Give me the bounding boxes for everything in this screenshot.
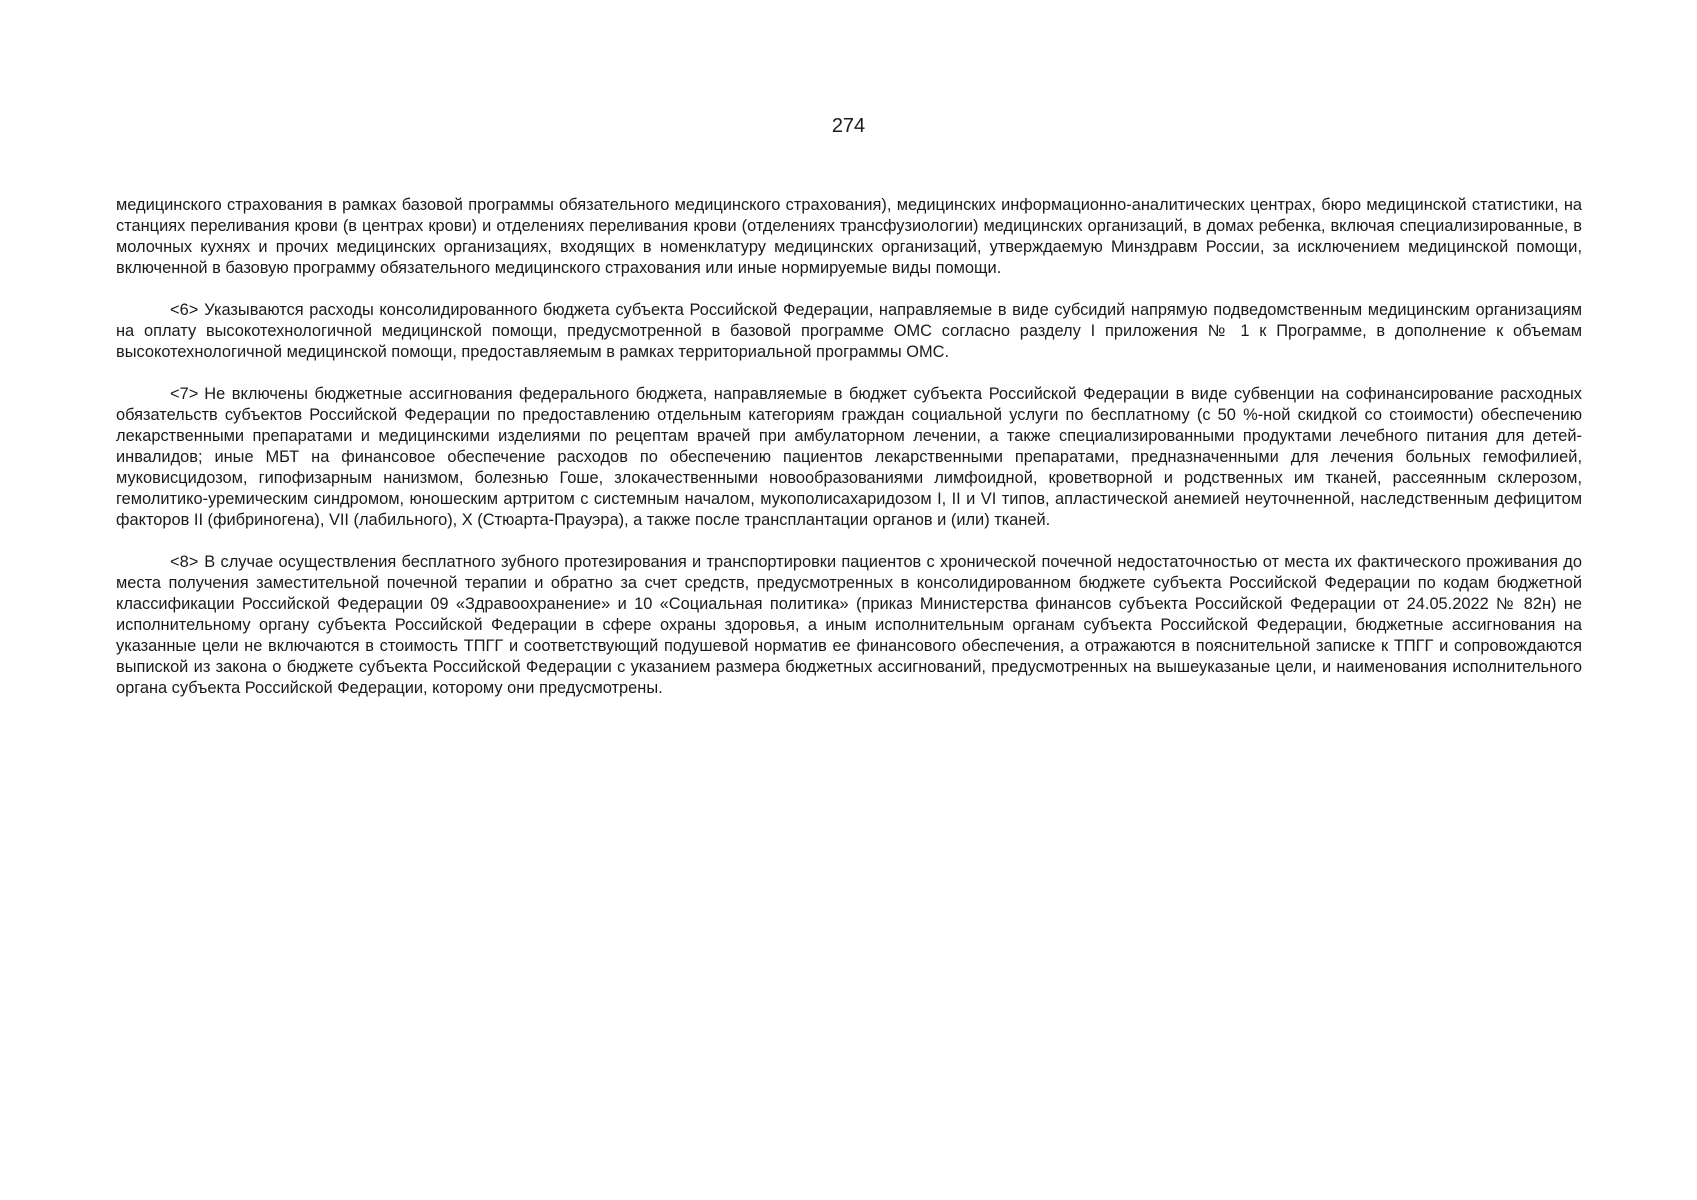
footnote-text: В случае осуществления бесплатного зубного протезирования и транспортировки пациентов с хронической почечной недостаточностью от места их фактического проживания до места получения заместительной почечной терапии и обратно за счет средств, предусмотренных в консолидированном бюджете субъекта Российской Федерации по кодам бюджетной классификации Российской Федерации 09 «Здравоохранение» и 10 «Социальная политика» (приказ Министерства финансов субъекта Российской Федерации от 24.05.2022 № 82н) не исполнительному органу субъекта Российской Федерации в сфере охраны здоровья, а иным исполнительным органам субъекта Российской Федерации, бюджетные ассигнования на указанные цели не включаются в стоимость ТПГГ и соответствующий подушевой норматив ее финансового обеспечения, а отражаются в пояснительной записке к ТПГГ и сопровождаются выпиской из закона о бюджете субъекта Российской Федерации с указанием размера бюджетных ассигнований, предусмотренных на вышеуказаные цели, и наименования исполнительного органа субъекта Российской Федерации, которому они предусмотрены. [116, 553, 1582, 697]
footnote-6 [116, 300, 1582, 363]
paragraph-text: медицинского страхования в рамках базовой программы обязательного медицинского страхования), медицинских информационно-аналитических центрах, бюро медицинской статистики, на станциях переливания крови (в центрах крови) и отделениях переливания крови (отделениях трансфузиологии) медицинских организаций, в домах ребенка, включая специализированные, в молочных кухнях и прочих медицинских организациях, входящих в номенклатуру медицинских организаций, утверждаемую Минздравм России, за исключением медицинской помощи, включенной в базовую программу обязательного медицинского страхования или иные нормируемые виды помощи. [116, 196, 1582, 277]
footnote-marker: <6> [170, 301, 199, 319]
paragraph-continuation [116, 195, 1582, 279]
page-number: 274 [831, 115, 866, 137]
footnote-marker: <8> [170, 553, 199, 571]
footnote-8 [116, 552, 1582, 699]
footnote-marker: <7> [170, 385, 199, 403]
footnote-7 [116, 384, 1582, 531]
footnote-text: Не включены бюджетные ассигнования федерального бюджета, направляемые в бюджет субъекта Российской Федерации в виде субвенции на софинансирование расходных обязательств субъектов Российской Федерации по предоставлению отдельным категориям граждан социальной услуги по бесплатному (с 50 %-ной скидкой со стоимости) обеспечению лекарственными препаратами и медицинскими изделиями по рецептам врачей при амбулаторном лечении, а также специализированными продуктами лечебного питания для детей-инвалидов; иные МБТ на финансовое обеспечение расходов по обеспечению пациентов лекарственными препаратами, предназначенными для лечения больных гемофилией, муковисцидозом, гипофизарным нанизмом, болезнью Гоше, злокачественными новообразованиями лимфоидной, кроветворной и родственных им тканей, рассеянным склерозом, гемолитико-уремическим синдромом, юношеским артритом с системным началом, мукополисахаридозом I, II и VI типов, апластической анемией неуточненной, наследственным дефицитом факторов II (фибриногена), VII (лабильного), X (Стюарта-Прауэра), а также после трансплантации органов и (или) тканей. [116, 385, 1582, 529]
footnote-text: Указываются расходы консолидированного бюджета субъекта Российской Федерации, направляемые в виде субсидий напрямую подведомственным медицинским организациям на оплату высокотехнологичной медицинской помощи, предусмотренной в базовой программе ОМС согласно разделу I приложения № 1 к Программе, в дополнение к объемам высокотехнологичной медицинской помощи, предоставляемым в рамках территориальной программы ОМС. [116, 301, 1582, 361]
document-body [116, 195, 1582, 699]
